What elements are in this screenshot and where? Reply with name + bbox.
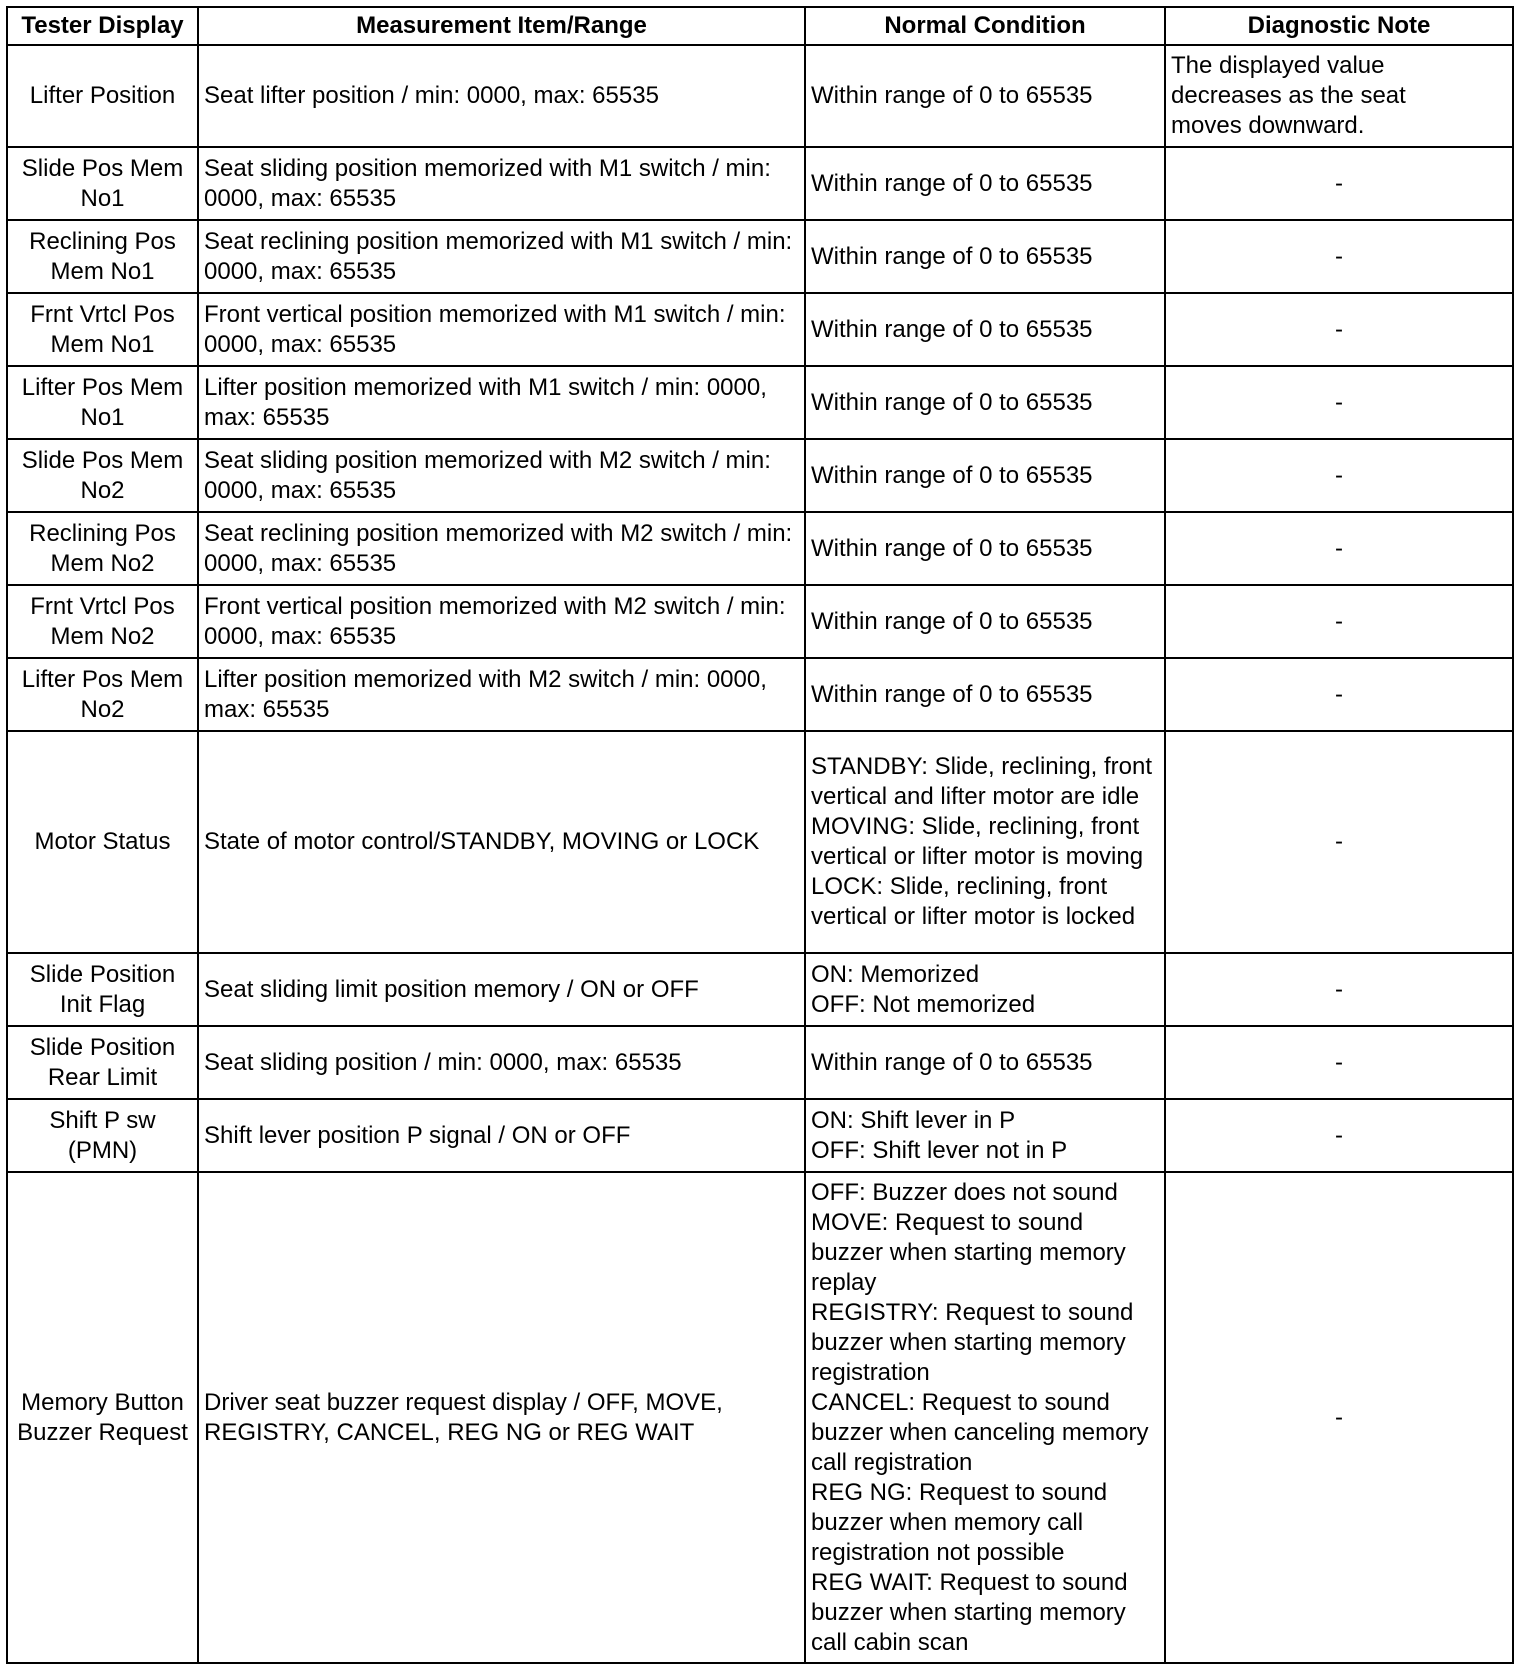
normal-condition-line: Within range of 0 to 65535 [811, 169, 1093, 197]
diagnostic-note-line: - [1335, 1048, 1343, 1076]
normal-condition-cell [805, 1099, 1165, 1172]
diagnostic-note-line: - [1335, 975, 1343, 1003]
table-row [7, 45, 1513, 147]
tester-display-cell [7, 1099, 198, 1172]
measurement-cell: Lifter position memorized with M1 switch / min: 0000, max: 65535 [198, 366, 805, 439]
tester-display-line: Buzzer Request [17, 1418, 188, 1446]
tester-display-line: Init Flag [59, 990, 146, 1018]
normal-condition-line: OFF: Buzzer does not sound [811, 1178, 1118, 1206]
tester-display-line: Mem No2 [50, 622, 155, 650]
tester-display-line: Mem No1 [50, 330, 155, 358]
measurement-cell: Seat reclining position memorized with M1 switch / min: 0000, max: 65535 [198, 220, 805, 293]
normal-condition-cell [805, 1172, 1165, 1663]
tester-display-cell [7, 585, 198, 658]
diagnostic-note-cell [1165, 1026, 1513, 1099]
tester-display-line: No2 [80, 476, 125, 504]
tester-display-cell [7, 658, 198, 731]
header-normal-condition: Normal Condition [805, 7, 1165, 45]
table-row [7, 512, 1513, 585]
tester-display-line: Slide Pos Mem [21, 446, 184, 474]
diagnostic-note-cell [1165, 512, 1513, 585]
data-list-table [6, 6, 1514, 1664]
table-row [7, 220, 1513, 293]
tester-display-line: Lifter Pos Mem [21, 665, 184, 693]
tester-display-cell [7, 45, 198, 147]
measurement-cell: Shift lever position P signal / ON or OFF [198, 1099, 805, 1172]
tester-display-cell [7, 439, 198, 512]
table-row [7, 658, 1513, 731]
tester-display-line: No1 [80, 184, 125, 212]
measurement-cell: State of motor control/STANDBY, MOVING or LOCK [198, 731, 805, 953]
tester-display-line: No1 [80, 403, 125, 431]
diagnostic-note-cell [1165, 293, 1513, 366]
normal-condition-line: OFF: Not memorized [811, 990, 1036, 1018]
table-row [7, 1172, 1513, 1663]
tester-display-line: Reclining Pos [29, 519, 176, 547]
diagnostic-note-line: decreases as the seat [1171, 82, 1406, 109]
header-diagnostic-note: Diagnostic Note [1165, 7, 1513, 45]
normal-condition-line: REG NG: Request to sound buzzer when memory call registration not possible [811, 1478, 1108, 1566]
normal-condition-line: ON: Memorized [811, 960, 980, 988]
normal-condition-cell [805, 585, 1165, 658]
header-tester-display: Tester Display [7, 7, 198, 45]
normal-condition-line: OFF: Shift lever not in P [811, 1136, 1068, 1164]
tester-display-cell [7, 366, 198, 439]
diagnostic-note-cell [1165, 220, 1513, 293]
normal-condition-line: Within range of 0 to 65535 [811, 680, 1093, 708]
tester-display-line: Lifter Pos Mem [21, 373, 184, 401]
diagnostic-note-line: - [1335, 534, 1343, 562]
table-row [7, 366, 1513, 439]
measurement-cell: Front vertical position memorized with M1 switch / min: 0000, max: 65535 [198, 293, 805, 366]
diagnostic-note-cell [1165, 45, 1513, 147]
diagnostic-note-cell [1165, 1099, 1513, 1172]
header-measurement-item: Measurement Item/Range [198, 7, 805, 45]
tester-display-line: Mem No1 [50, 257, 155, 285]
diagnostic-note-cell [1165, 1172, 1513, 1663]
tester-display-line: Mem No2 [50, 549, 155, 577]
normal-condition-cell [805, 439, 1165, 512]
normal-condition-line: Within range of 0 to 65535 [811, 1048, 1093, 1076]
measurement-cell: Seat sliding position memorized with M2 switch / min: 0000, max: 65535 [198, 439, 805, 512]
tester-display-line: No2 [80, 695, 125, 723]
diagnostic-note-cell [1165, 731, 1513, 953]
diagnostic-note-line: - [1335, 680, 1343, 708]
tester-display-cell [7, 293, 198, 366]
diagnostic-note-line: - [1335, 169, 1343, 197]
tester-display-line: Memory Button [21, 1388, 184, 1416]
tester-display-line: Slide Pos Mem [21, 154, 184, 182]
tester-display-line: Frnt Vrtcl Pos [30, 592, 175, 620]
normal-condition-line: STANDBY: Slide, reclining, front vertical and lifter motor are idle [811, 753, 1153, 810]
tester-display-line: Shift P sw [49, 1106, 156, 1134]
tester-display-cell [7, 1026, 198, 1099]
table-row [7, 147, 1513, 220]
diagnostic-note-cell [1165, 147, 1513, 220]
normal-condition-cell [805, 45, 1165, 147]
normal-condition-line: Within range of 0 to 65535 [811, 242, 1093, 270]
table-row [7, 585, 1513, 658]
tester-display-line: Rear Limit [47, 1063, 158, 1091]
tester-display-line: Slide Position [29, 1033, 176, 1061]
tester-display-cell [7, 1172, 198, 1663]
normal-condition-cell [805, 731, 1165, 953]
diagnostic-note-cell [1165, 585, 1513, 658]
measurement-cell: Front vertical position memorized with M2 switch / min: 0000, max: 65535 [198, 585, 805, 658]
normal-condition-line: LOCK: Slide, reclining, front vertical or lifter motor is locked [811, 873, 1136, 930]
measurement-cell: Seat reclining position memorized with M2 switch / min: 0000, max: 65535 [198, 512, 805, 585]
normal-condition-cell [805, 220, 1165, 293]
measurement-cell: Lifter position memorized with M2 switch / min: 0000, max: 65535 [198, 658, 805, 731]
tester-display-cell [7, 953, 198, 1026]
data-list-sheet [6, 6, 1514, 1664]
diagnostic-note-line: - [1335, 315, 1343, 343]
diagnostic-note-cell [1165, 658, 1513, 731]
tester-display-line: Lifter Position [29, 82, 176, 109]
normal-condition-line: MOVE: Request to sound buzzer when starting memory replay [811, 1208, 1126, 1296]
normal-condition-line: REG WAIT: Request to sound buzzer when starting memory call cabin scan [811, 1568, 1128, 1656]
tester-display-cell [7, 731, 198, 953]
measurement-cell: Driver seat buzzer request display / OFF, MOVE, REGISTRY, CANCEL, REG NG or REG WAIT [198, 1172, 805, 1663]
normal-condition-cell [805, 512, 1165, 585]
tester-display-cell [7, 147, 198, 220]
table-row [7, 1099, 1513, 1172]
normal-condition-cell [805, 658, 1165, 731]
normal-condition-line: Within range of 0 to 65535 [811, 315, 1093, 343]
measurement-cell: Seat lifter position / min: 0000, max: 65535 [198, 45, 805, 147]
measurement-cell: Seat sliding position / min: 0000, max: 65535 [198, 1026, 805, 1099]
normal-condition-cell [805, 293, 1165, 366]
normal-condition-line: REGISTRY: Request to sound buzzer when starting memory registration [811, 1298, 1134, 1386]
table-row [7, 293, 1513, 366]
normal-condition-line: ON: Shift lever in P [811, 1106, 1016, 1134]
tester-display-line: (PMN) [67, 1136, 138, 1164]
normal-condition-line: Within range of 0 to 65535 [811, 461, 1093, 489]
diagnostic-note-cell [1165, 953, 1513, 1026]
tester-display-line: Frnt Vrtcl Pos [30, 300, 175, 328]
diagnostic-note-line: - [1335, 1403, 1343, 1431]
diagnostic-note-line: - [1335, 242, 1343, 270]
table-row [7, 439, 1513, 512]
normal-condition-line: Within range of 0 to 65535 [811, 607, 1093, 635]
diagnostic-note-line: - [1335, 1121, 1343, 1149]
diagnostic-note-line: moves downward. [1171, 112, 1365, 139]
diagnostic-note-cell [1165, 366, 1513, 439]
normal-condition-line: Within range of 0 to 65535 [811, 82, 1093, 109]
normal-condition-line: Within range of 0 to 65535 [811, 388, 1093, 416]
diagnostic-note-cell [1165, 439, 1513, 512]
table-row [7, 731, 1513, 953]
tester-display-line: Motor Status [34, 828, 171, 855]
table-row [7, 1026, 1513, 1099]
tester-display-cell [7, 220, 198, 293]
diagnostic-note-line: The displayed value [1171, 52, 1385, 79]
tester-display-line: Reclining Pos [29, 227, 176, 255]
header-row [7, 7, 1513, 45]
diagnostic-note-line: - [1335, 461, 1343, 489]
normal-condition-cell [805, 366, 1165, 439]
tester-display-line: Slide Position [29, 960, 176, 988]
diagnostic-note-line: - [1335, 607, 1343, 635]
normal-condition-cell [805, 147, 1165, 220]
normal-condition-line: MOVING: Slide, reclining, front vertical or lifter motor is moving [811, 813, 1144, 870]
table-row [7, 953, 1513, 1026]
diagnostic-note-line: - [1335, 828, 1343, 855]
normal-condition-line: CANCEL: Request to sound buzzer when canceling memory call registration [811, 1388, 1149, 1476]
diagnostic-note-line: - [1335, 388, 1343, 416]
measurement-cell: Seat sliding limit position memory / ON or OFF [198, 953, 805, 1026]
normal-condition-cell [805, 953, 1165, 1026]
measurement-cell: Seat sliding position memorized with M1 switch / min: 0000, max: 65535 [198, 147, 805, 220]
normal-condition-cell [805, 1026, 1165, 1099]
normal-condition-line: Within range of 0 to 65535 [811, 534, 1093, 562]
tester-display-cell [7, 512, 198, 585]
